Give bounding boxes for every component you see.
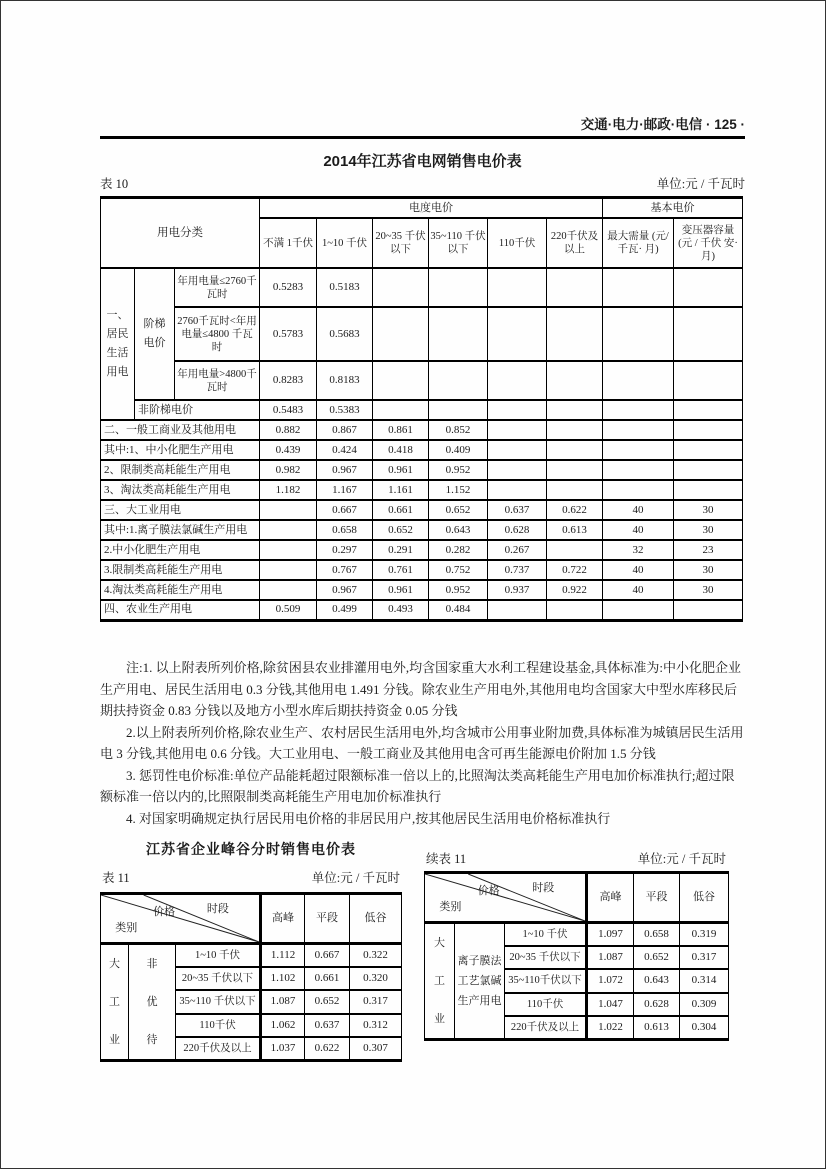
cell [674,600,743,620]
cell: 0.861 [373,420,429,440]
cell: 0.661 [305,967,350,990]
row-label: 20~35 千伏以下 [505,946,587,969]
table11-cont-label: 续表 11 [426,852,467,866]
cell [429,307,488,361]
cell: 1.102 [261,967,305,990]
cell [373,400,429,420]
cell: 40 [603,580,674,600]
row-label: 35~110千伏以下 [505,969,587,992]
table11 [100,892,402,1062]
cell: 0.307 [350,1037,402,1060]
cell: 30 [674,500,743,520]
cell: 不满 1千伏 [260,218,317,268]
cell [488,307,547,361]
cell: 0.291 [373,540,429,560]
cell: 1.167 [317,480,373,500]
row-label: 二、一般工商业及其他用电 [101,420,260,440]
cell [260,520,317,540]
cell: 32 [603,540,674,560]
cell: 0.643 [429,520,488,540]
cell [674,460,743,480]
cell [603,268,674,307]
cell: 110千伏 [488,218,547,268]
cell [603,460,674,480]
cell: 1.072 [587,969,634,992]
cell: 1.087 [587,946,634,969]
cell: 0.767 [317,560,373,580]
cell: 1.152 [429,480,488,500]
table-row [101,480,743,500]
cell [547,480,603,500]
cell: 0.314 [680,969,729,992]
cell: 高峰 [261,894,305,944]
usage-class-header: 用电分类 [101,198,260,269]
cell: 30 [674,580,743,600]
cell: 0.667 [317,500,373,520]
cell: 0.5483 [260,400,317,420]
cell: 1.182 [260,480,317,500]
row-label: 35~110 千伏以下 [176,990,261,1013]
cell: 0.952 [429,580,488,600]
cell [547,400,603,420]
table-row [101,580,743,600]
row-group-cell [425,923,455,1040]
cell: 0.317 [680,946,729,969]
cell: 0.961 [373,460,429,480]
cell: 0.652 [305,990,350,1013]
cell: 0.5383 [317,400,373,420]
cell: 0.424 [317,440,373,460]
cell: 平段 [305,894,350,944]
cell [260,580,317,600]
table-row [101,600,743,620]
cell: 0.297 [317,540,373,560]
cell [260,540,317,560]
corner-label-category: 类别 [439,901,462,914]
cell [547,460,603,480]
cell [488,268,547,307]
table-header-row [101,894,402,944]
cell: 0.267 [488,540,547,560]
table-row [101,520,743,540]
table-header-row [101,198,743,219]
cell [373,268,429,307]
cell: 最大需量 (元/千瓦· 月) [603,218,674,268]
row-label: 非阶梯电价 [135,400,260,420]
cell: 0.882 [260,420,317,440]
table11-cont-unit: 单位:元 / 千瓦时 [637,852,726,866]
cell: 20~35 千伏以下 [373,218,429,268]
cell: 1.047 [587,993,634,1016]
cell [547,268,603,307]
table10-title: 2014年江苏省电网销售电价表 [323,153,522,170]
cell: 1.037 [261,1037,305,1060]
row-label: 110千伏 [176,1014,261,1037]
table-row [101,560,743,580]
row-label: 年用电量>4800千瓦时 [175,361,260,400]
cell: 1.097 [587,923,634,946]
cell [260,500,317,520]
cell [603,307,674,361]
cell: 0.661 [373,500,429,520]
table-row [101,540,743,560]
cell: 0.652 [429,500,488,520]
cell: 高峰 [587,873,634,923]
cell [547,307,603,361]
row-subgroup-label: 阶梯电价 [143,318,166,349]
cell: 0.658 [634,923,680,946]
cell [603,600,674,620]
cell: 1.022 [587,1016,634,1039]
table11-unit: 单位:元 / 千瓦时 [311,871,400,885]
cell [547,361,603,400]
cell: 0.613 [634,1016,680,1039]
cell: 0.658 [317,520,373,540]
cell: 0.752 [429,560,488,580]
cell [260,560,317,580]
cell: 0.637 [305,1014,350,1037]
cell [674,420,743,440]
cell: 0.961 [373,580,429,600]
row-label: 110千伏 [505,993,587,1016]
cell: 23 [674,540,743,560]
table11-caption [102,868,400,886]
note-2: 2.以上附表所列价格,除农业生产、农村居民生活用电外,均含城市公用事业附加费,具体标准为城镇居民生活用电 3 分钱,其他用电 0.6 分钱。大工业用电、一般工商业及其他用电含可再生能源电价附加 1.5 分钱 [100,724,744,761]
cell [674,480,743,500]
table10-caption [100,174,745,192]
cell: 40 [603,560,674,580]
cell: 0.439 [260,440,317,460]
note-4: 4. 对国家明确规定执行居民用电价格的非居民用户,按其他居民生活用电价格标准执行 [126,810,611,826]
cell [603,361,674,400]
cell: 0.867 [317,420,373,440]
note-1: 注:1. 以上附表所列价格,除贫困县农业排灌用电外,均含国家重大水利工程建设基金,具体标准为:中小化肥企业生产用电、居民生活用电 0.3 分钱,其他用电 1.491 分钱。除农业生产用电外,其他用电均含国家大中型水库移民后期扶持资金 0.83 分钱以及地方小型水库后期扶持资金 0.05 分钱 [100,660,741,718]
table-row [101,420,743,440]
cell: 0.967 [317,460,373,480]
cell: 0.319 [680,923,729,946]
cell: 1.112 [261,944,305,967]
row-label: 1~10 千伏 [505,923,587,946]
table-row [101,944,402,967]
cell: 0.5683 [317,307,373,361]
cell: 0.484 [429,600,488,620]
cell: 0.5183 [317,268,373,307]
row-label: 3、淘汰类高耗能生产用电 [101,480,260,500]
row-label: 三、大工业用电 [101,500,260,520]
bottom-section [100,837,745,1077]
corner-label-category: 类别 [115,922,138,935]
cell [674,307,743,361]
cell: 低谷 [350,894,402,944]
cell: 1.087 [261,990,305,1013]
table11-label: 表 11 [102,871,130,885]
table-row [101,460,743,480]
cell: 0.493 [373,600,429,620]
cell [603,420,674,440]
row-label: 3.限制类高耗能生产用电 [101,560,260,580]
cell [429,361,488,400]
cell [488,361,547,400]
cell: 0.628 [634,993,680,1016]
cell: 0.922 [547,580,603,600]
cell: 1~10 千伏 [317,218,373,268]
cell [373,361,429,400]
cell [488,480,547,500]
cell: 0.8183 [317,361,373,400]
cell [674,440,743,460]
cell: 0.982 [260,460,317,480]
row-group-cell [101,268,135,420]
row-group-label: 大工业 [434,937,445,1025]
cell [488,420,547,440]
table-notes [100,657,745,829]
cell: 0.8283 [260,361,317,400]
cell: 0.418 [373,440,429,460]
cell [373,307,429,361]
row-group-label: 大工业 [109,958,120,1046]
cell [488,400,547,420]
cell [429,268,488,307]
note-3: 3. 惩罚性电价标准:单位产品能耗超过限额标准一倍以上的,比照淘汰类高耗能生产用电加价标准执行;超过限额标准一倍以内的,比照限制类高耗能生产用电加价标准执行 [100,767,735,804]
cell: 0.637 [488,500,547,520]
cell [674,268,743,307]
corner-label-price: 价格 [153,906,176,919]
row-label: 4.淘汰类高耗能生产用电 [101,580,260,600]
cell: 0.320 [350,967,402,990]
cell: 1.161 [373,480,429,500]
cell: 40 [603,500,674,520]
table-row [101,440,743,460]
cell: 220千伏及 以上 [547,218,603,268]
cell: 0.5283 [260,268,317,307]
corner-header-cell [425,873,587,923]
table-row [101,268,743,307]
table11-cont-caption [426,849,726,867]
table10 [100,196,743,622]
cell: 0.282 [429,540,488,560]
cell: 0.622 [547,500,603,520]
row-label: 其中:1.离子膜法氯碱生产用电 [101,520,260,540]
row-label: 2.中小化肥生产用电 [101,540,260,560]
row-subgroup-label: 非优待 [146,958,158,1046]
cell: 0.952 [429,460,488,480]
cell: 0.317 [350,990,402,1013]
table-header-row [425,873,729,923]
cell: 0.652 [373,520,429,540]
row-label: 2760千瓦时<年用电量≤4800 千瓦时 [175,307,260,361]
row-group-cell [101,944,129,1061]
cell: 0.737 [488,560,547,580]
table10-unit: 单位:元 / 千瓦时 [656,177,745,191]
row-subgroup-cell [135,268,175,400]
cell: 变压器容量 (元 / 千伏 安·月) [674,218,743,268]
cell [488,440,547,460]
cell: 平段 [634,873,680,923]
cell: 0.937 [488,580,547,600]
table11-title: 江苏省企业峰谷分时销售电价表 [146,841,356,857]
table-row [425,923,729,946]
row-label: 年用电量≤2760千瓦时 [175,268,260,307]
cell: 0.309 [680,993,729,1016]
cell: 0.304 [680,1016,729,1039]
row-label: 1~10 千伏 [176,944,261,967]
table-row [101,500,743,520]
cell: 0.409 [429,440,488,460]
table-row [101,400,743,420]
corner-label-period: 时段 [206,902,229,915]
row-label: 220千伏及以上 [505,1016,587,1039]
corner-header-cell [101,894,261,944]
cell: 40 [603,520,674,540]
row-label: 20~35 千伏以下 [176,967,261,990]
cell: 0.312 [350,1014,402,1037]
cell [674,361,743,400]
cell: 0.761 [373,560,429,580]
cell: 0.643 [634,969,680,992]
cell [547,540,603,560]
cell: 0.628 [488,520,547,540]
cell [674,400,743,420]
cell: 0.652 [634,946,680,969]
cell [603,400,674,420]
cell: 1.062 [261,1014,305,1037]
row-subgroup-label: 离子膜法工艺氯碱生产用电 [457,955,502,1007]
table-row [101,307,743,361]
cell: 0.967 [317,580,373,600]
corner-label-price: 价格 [477,885,500,898]
basic-price-header: 基本电价 [603,198,743,219]
cell: 0.622 [305,1037,350,1060]
header-rule [100,136,745,139]
row-label: 220千伏及以上 [176,1037,261,1060]
cell: 35~110 千伏以下 [429,218,488,268]
cell: 0.509 [260,600,317,620]
row-label: 其中:1、中小化肥生产用电 [101,440,260,460]
table10-label: 表 10 [100,177,129,191]
row-label: 2、限制类高耗能生产用电 [101,460,260,480]
cell: 0.667 [305,944,350,967]
cell [429,400,488,420]
cell [603,480,674,500]
row-subgroup-cell [455,923,505,1040]
cell: 0.852 [429,420,488,440]
cell: 0.613 [547,520,603,540]
cell: 0.5783 [260,307,317,361]
cell: 30 [674,560,743,580]
running-head: 交通·电力·邮政·电信 · 125 · [580,117,745,132]
corner-label-period: 时段 [532,881,555,894]
row-group-label: 一、居民生活用电 [106,309,129,378]
cell [603,440,674,460]
cell [547,420,603,440]
cell [488,460,547,480]
cell: 0.322 [350,944,402,967]
cell: 0.722 [547,560,603,580]
cell [547,600,603,620]
cell [547,440,603,460]
table-row [101,361,743,400]
row-subgroup-cell [129,944,176,1061]
energy-price-header: 电度电价 [260,198,603,219]
cell: 0.499 [317,600,373,620]
row-label: 四、农业生产用电 [101,600,260,620]
cell: 30 [674,520,743,540]
cell: 低谷 [680,873,729,923]
cell [488,600,547,620]
table11-continued [424,871,729,1041]
